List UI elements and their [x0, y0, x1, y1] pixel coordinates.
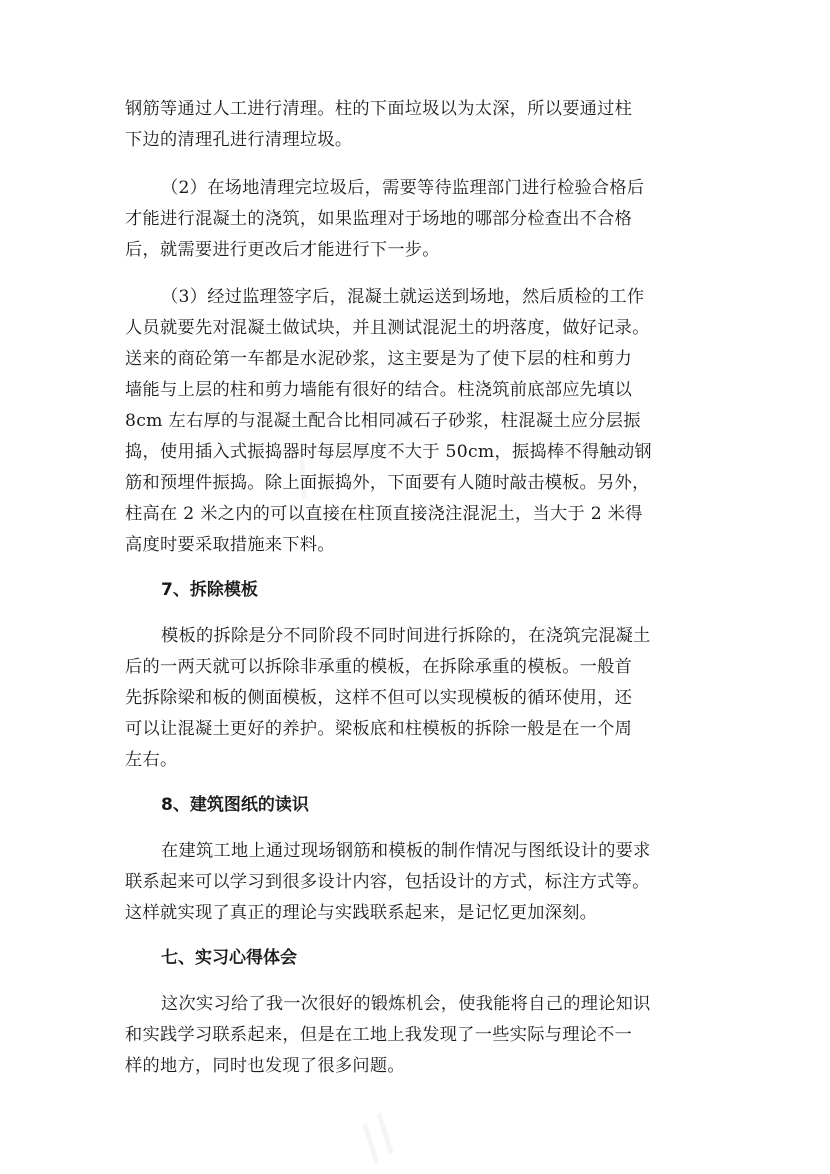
paragraph-line: 在建筑工地上通过现场钢筋和模板的制作情况与图纸设计的要求: [161, 841, 651, 861]
paragraph-line: 高度时要采取措施来下料。: [125, 535, 335, 555]
paragraph-line: 墙能与上层的柱和剪力墙能有很好的结合。柱浇筑前底部应先填以: [125, 380, 633, 400]
paragraph-line: （2）在场地清理完垃圾后，需要等待监理部门进行检验合格后: [161, 178, 645, 198]
watermark-mark: [347, 1105, 408, 1171]
section-heading: 7、拆除模板: [161, 580, 258, 600]
paragraph-line: 样的地方，同时也发现了很多问题。: [125, 1056, 405, 1076]
paragraph-line: 可以让混凝土更好的养护。梁板底和柱模板的拆除一般是在一个周: [125, 719, 633, 739]
paragraph-line: 模板的拆除是分不同阶段不同时间进行拆除的，在浇筑完混凝土: [161, 626, 651, 646]
paragraph-line: 才能进行混凝土的浇筑，如果监理对于场地的哪部分检查出不合格: [125, 209, 633, 229]
paragraph-line: 送来的商砼第一车都是水泥砂浆，这主要是为了使下层的柱和剪力: [125, 349, 633, 369]
paragraph-line: 后的一两天就可以拆除非承重的模板，在拆除承重的模板。一般首: [125, 657, 633, 677]
paragraph-line: 钢筋等通过人工进行清理。柱的下面垃圾以为太深，所以要通过柱: [125, 99, 633, 119]
paragraph-line: 先拆除梁和板的侧面模板，这样不但可以实现模板的循环使用，还: [125, 688, 633, 708]
paragraph-line: （3）经过监理签字后，混凝土就运送到场地，然后质检的工作: [161, 287, 645, 307]
paragraph-line: 筋和预埋件振捣。除上面振捣外，下面要有人随时敲击模板。另外，: [125, 473, 650, 493]
paragraph-line: 柱高在 2 米之内的可以直接在柱顶直接浇注混泥土，当大于 2 米得: [125, 504, 643, 524]
paragraph-line: 左右。: [125, 750, 178, 770]
section-heading: 七、实习心得体会: [161, 948, 297, 968]
section-heading: 8、建筑图纸的读识: [161, 795, 309, 815]
paragraph-line: 下边的清理孔进行清理垃圾。: [125, 130, 353, 150]
paragraph-line: 联系起来可以学习到很多设计内容，包括设计的方式，标注方式等。: [125, 872, 650, 892]
paragraph-line: 8cm 左右厚的与混凝土配合比相同减石子砂浆，柱混凝土应分层振: [125, 411, 641, 431]
paragraph-line: 这样就实现了真正的理论与实践联系起来，是记忆更加深刻。: [125, 903, 598, 923]
paragraph-line: 这次实习给了我一次很好的锻炼机会，使我能将自己的理论知识: [161, 994, 651, 1014]
paragraph-line: 人员就要先对混凝土做试块，并且测试混泥土的坍落度，做好记录。: [125, 318, 650, 338]
paragraph-line: 后，就需要进行更改后才能进行下一步。: [125, 240, 440, 260]
paragraph-line: 和实践学习联系起来，但是在工地上我发现了一些实际与理论不一: [125, 1025, 633, 1045]
paragraph-line: 捣，使用插入式振捣器时每层厚度不大于 50cm，振捣棒不得触动钢: [125, 442, 652, 462]
